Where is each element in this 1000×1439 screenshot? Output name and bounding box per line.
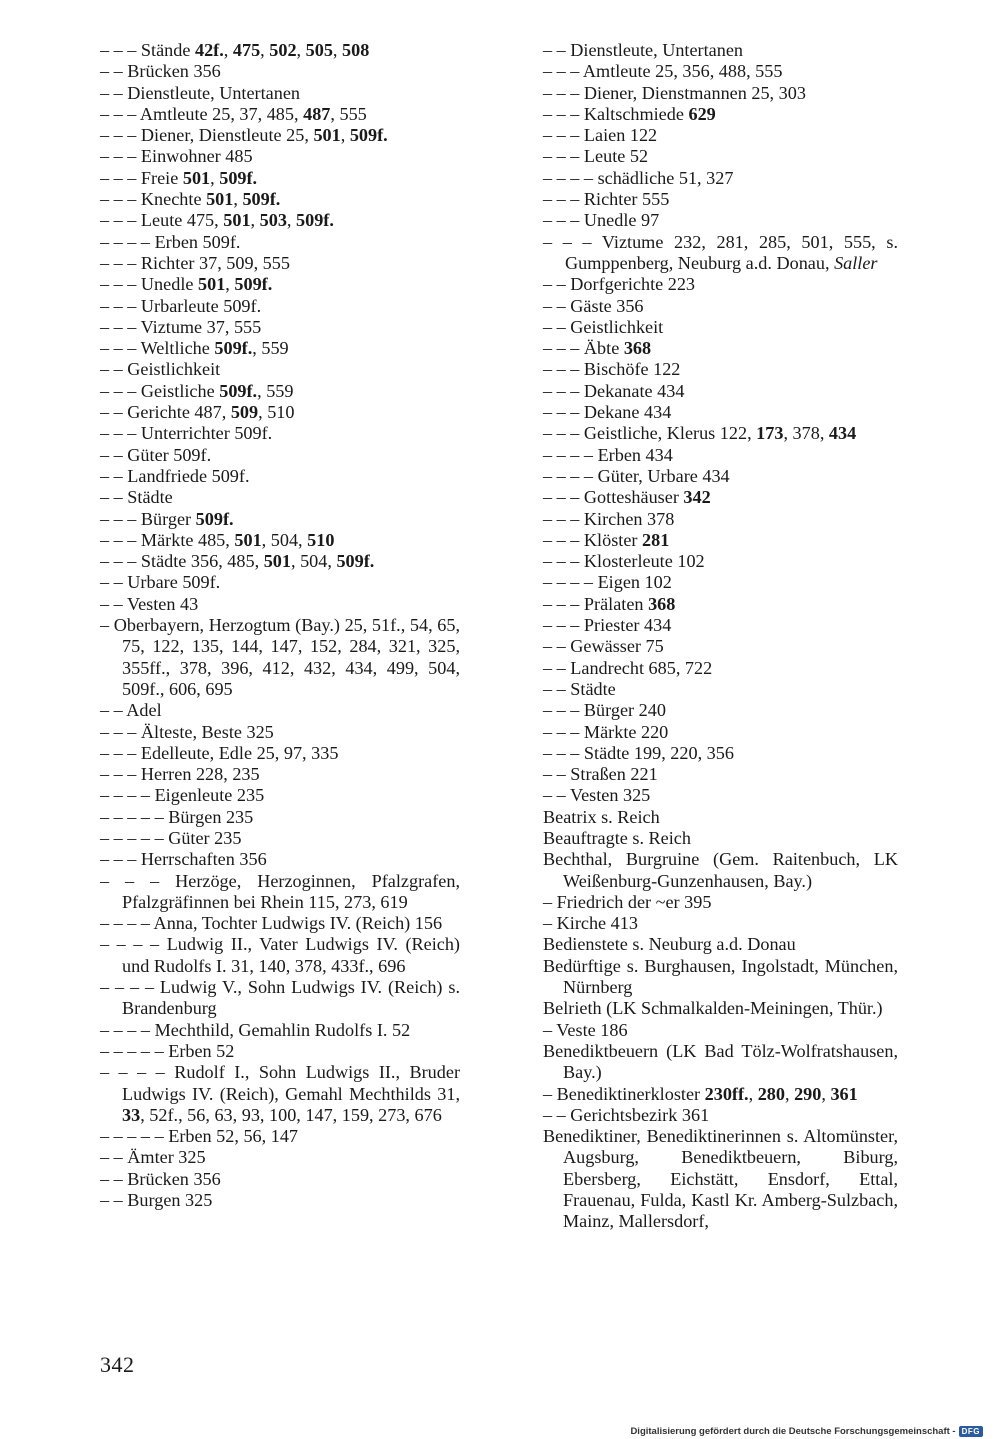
index-entry [543,274,898,295]
entry-bold-ref: 281 [642,529,670,550]
entry-bold-ref: 342 [683,487,711,508]
index-entry [100,743,460,764]
entry-text: – – Burgen 325 [100,1190,213,1211]
entry-italic-ref: Saller [834,252,878,273]
entry-bold-ref: 501 [263,551,291,572]
entry-text: , 504, [261,529,308,550]
entry-text: Bedürftige s. Burghausen, Ingolstadt, München, Nürnberg [543,955,898,998]
index-entry [543,594,898,615]
index-entry [100,40,460,61]
index-entry [100,785,460,806]
index-entry [100,253,460,274]
entry-text: – – – – – Erben 52 [100,1040,235,1061]
index-entry [543,509,898,530]
index-entry [100,594,460,615]
index-entry [100,807,460,828]
entry-bold-ref: 509f. [214,338,253,359]
index-entry [543,1105,898,1126]
entry-text: – – – – Ludwig II., Vater Ludwigs IV. (Reich) und Rudolfs I. 31, 140, 378, 433f., 696 [100,934,460,976]
entry-text: – – – – Erben 509f. [100,231,241,252]
index-entry [100,104,460,125]
index-entry [543,1020,898,1041]
entry-text: Belrieth (LK Schmalkalden-Meiningen, Thür.) [543,998,883,1019]
entry-text: – – – Geistliche, Klerus 122, [543,423,757,444]
index-entry [100,1126,460,1147]
entry-bold-ref: 629 [688,103,716,124]
entry-text: – – Brücken 356 [100,61,221,82]
entry-text: , 378, [783,423,829,444]
entry-text: – Veste 186 [543,1019,628,1040]
entry-text: – Kirche 413 [543,913,638,934]
entry-text: , [286,210,296,231]
entry-text: – – – Amtleute 25, 356, 488, 555 [543,61,783,82]
entry-bold-ref: 434 [828,423,857,444]
entry-text: – – – Dekane 434 [543,402,672,423]
index-entry [100,700,460,721]
entry-text: , [260,40,270,60]
entry-bold-ref: 509f. [336,551,375,572]
index-entry [100,828,460,849]
index-entry [100,1041,460,1062]
entry-text: – – – Kirchen 378 [543,508,675,529]
index-entry [543,232,898,275]
entry-text: , [340,125,350,146]
entry-text: – – Dienstleute, Untertanen [543,40,744,60]
entry-bold-ref: 509f. [219,380,258,401]
entry-text: – – Städte [543,678,616,699]
entry-text: – – – – Mechthild, Gemahlin Rudolfs I. 52 [100,1019,411,1040]
entry-text: – – – Unterrichter 509f. [100,423,273,444]
entry-bold-ref: 508 [342,40,370,60]
index-entry [543,679,898,700]
entry-text: – – – – – Bürgen 235 [100,806,254,827]
entry-text: – – – Geistliche [100,380,220,401]
entry-text: – – – Viztume 37, 555 [100,316,262,337]
entry-text: , [225,274,235,295]
entry-text: – – Städte [100,487,173,508]
entry-text: – – – – Erben 434 [543,444,673,465]
index-entry [543,807,898,828]
entry-text: – – Urbare 509f. [100,572,221,593]
entry-text: – – – Herren 228, 235 [100,764,260,785]
entry-text: – – – Bürger 240 [543,700,666,721]
entry-bold-ref: 290 [794,1083,822,1104]
index-entry [543,636,898,657]
entry-text: Beauftragte s. Reich [543,827,691,848]
entry-text: , [250,210,260,231]
entry-bold-ref: 42f. [194,40,224,60]
entry-bold-ref: 280 [757,1083,785,1104]
entry-text: – – Ämter 325 [100,1147,206,1168]
entry-text: – – – Gotteshäuser [543,487,684,508]
entry-text: – – Landfriede 509f. [100,465,250,486]
entry-text: – – – Dekanate 434 [543,380,685,401]
entry-text: , 559 [252,338,289,359]
index-entry [100,445,460,466]
index-entry [100,189,460,210]
index-entry [543,615,898,636]
index-entry [543,146,898,167]
footer-text: Digitalisierung gefördert durch die Deutsche Forschungsgemeinschaft - [630,1426,956,1437]
entry-text: Benediktbeuern (LK Bad Tölz-Wolfratshausen, Bay.) [543,1040,898,1083]
entry-text: – – – Klosterleute 102 [543,551,705,572]
entry-text: – – – Priester 434 [543,615,672,636]
index-column-right [543,40,898,1233]
entry-bold-ref: 509 [230,402,259,423]
entry-bold-ref: 230ff. [704,1083,749,1104]
entry-text: – – – Diener, Dienstleute 25, [100,125,314,146]
entry-text: – – Gäste 356 [543,295,644,316]
index-entry [543,956,898,999]
index-entry [100,83,460,104]
entry-bold-ref: 501 [206,189,234,210]
index-entry [100,487,460,508]
index-entry [100,317,460,338]
entry-text: Bedienstete s. Neuburg a.d. Donau [543,934,796,955]
entry-text: – – – Prälaten [543,593,649,614]
entry-bold-ref: 509f. [219,167,258,188]
entry-text: – – – Unedle 97 [543,210,660,231]
entry-bold-ref: 173 [756,423,784,444]
index-entry [100,168,460,189]
index-entry [100,849,460,870]
entry-text: – – – Leute 52 [543,146,649,167]
index-entry [100,466,460,487]
entry-text: – – Dienstleute, Untertanen [100,82,301,103]
entry-text: – – Adel [100,700,162,721]
entry-text: – – – Herrschaften 356 [100,849,267,870]
entry-bold-ref: 368 [623,338,652,359]
index-entry [543,1041,898,1084]
entry-text: – – – Urbarleute 509f. [100,295,262,316]
index-entry [543,892,898,913]
index-entry [543,849,898,892]
entry-text: – – Güter 509f. [100,444,212,465]
index-entry [100,125,460,146]
index-entry [100,359,460,380]
index-entry [100,509,460,530]
entry-text: – – Landrecht 685, 722 [543,657,713,678]
index-entry [100,381,460,402]
index-entry [543,487,898,508]
entry-text: , [784,1083,795,1104]
index-entry [543,700,898,721]
entry-text: – – – Städte 199, 220, 356 [543,742,734,763]
entry-text: – – – Freie [100,167,183,188]
entry-text: – – Gerichte 487, [100,402,231,423]
entry-text: , 555 [330,103,367,124]
entry-bold-ref: 503 [259,210,287,231]
entry-text: – – – Edelleute, Edle 25, 97, 335 [100,742,339,763]
entry-text: – – – Knechte [100,189,207,210]
entry-text: – – – Märkte 485, [100,529,235,550]
index-entry [543,40,898,61]
index-entry [100,1062,460,1126]
entry-text: Benediktiner, Benediktinerinnen s. Altomünster, Augsburg, Benediktbeuern, Biburg, Ebersberg, Eichstätt, Ensdorf, Ettal, Frauenau, Fulda, Kastl Kr. Amberg-Sulzbach, Mainz, Mallersdorf, [543,1126,898,1232]
entry-bold-ref: 509f. [349,125,388,146]
entry-text: – – – Märkte 220 [543,721,669,742]
index-entry [543,83,898,104]
index-entry [543,104,898,125]
index-entry [100,210,460,231]
entry-text: , 504, [290,551,337,572]
entry-text: – – – Älteste, Beste 325 [100,721,274,742]
entry-text: – – – Klöster [543,529,643,550]
entry-text: – – – Diener, Dienstmannen 25, 303 [543,82,806,103]
index-entry [543,359,898,380]
entry-text: – – – Unedle [100,274,198,295]
index-column-left [100,40,460,1211]
entry-text: – – – – Eigen 102 [543,572,672,593]
index-entry [543,189,898,210]
entry-text: – – Straßen 221 [543,764,658,785]
entry-text: – – – Weltliche [100,338,215,359]
entry-text: – – Gewässer 75 [543,636,664,657]
index-entry [100,1190,460,1211]
index-entry [100,402,460,423]
index-entry [543,61,898,82]
entry-text: – Oberbayern, Herzogtum (Bay.) 25, 51f., 54, 65, 75, 122, 135, 144, 147, 152, 284, 321, 325, 355ff., 378, 396, 412, 432, 434, 499, 504, 509f., 606, 695 [100,615,460,699]
index-entry [543,828,898,849]
entry-text: – – Brücken 356 [100,1168,221,1189]
index-entry [100,423,460,444]
entry-text: Beatrix s. Reich [543,806,660,827]
entry-text: – – – Äbte [543,338,624,359]
index-entry [543,551,898,572]
entry-text: – – – – – Güter 235 [100,827,242,848]
entry-text: – – – Laien 122 [543,125,658,146]
index-entry [100,296,460,317]
entry-text: – – – Kaltschmiede [543,103,689,124]
entry-bold-ref: 502 [269,40,297,60]
index-entry [543,445,898,466]
entry-text: – – – Städte 356, 485, [100,551,264,572]
entry-text: , [210,167,220,188]
index-entry [100,615,460,700]
index-entry [543,466,898,487]
index-entry [543,1126,898,1232]
entry-bold-ref: 501 [198,274,226,295]
entry-text: , [296,40,306,60]
entry-text: , 559 [257,380,294,401]
index-entry [543,530,898,551]
entry-text: – – Dorfgerichte 223 [543,274,696,295]
index-entry [543,168,898,189]
entry-text: , [821,1083,831,1104]
entry-text: – – – Einwohner 485 [100,146,253,167]
entry-bold-ref: 509f. [296,210,334,231]
index-entry [543,338,898,359]
entry-text: – – Geistlichkeit [100,359,221,380]
entry-text: – – – Bischöfe 122 [543,359,681,380]
entry-bold-ref: 501 [234,529,262,550]
index-entry [543,572,898,593]
index-entry [543,743,898,764]
index-entry [543,402,898,423]
entry-text: , 52f., 56, 63, 93, 100, 147, 159, 273, 676 [140,1104,442,1125]
index-entry [100,61,460,82]
entry-text: – – – Richter 37, 509, 555 [100,252,290,273]
entry-text: – – – Leute 475, [100,210,224,231]
entry-bold-ref: 509f. [195,508,234,529]
page-number: 342 [100,1352,135,1377]
index-entry [543,423,898,444]
entry-bold-ref: 368 [648,593,676,614]
entry-text: Bechthal, Burgruine (Gem. Raitenbuch, LK Weißenburg-Gunzenhausen, Bay.) [543,849,898,891]
index-entry [100,722,460,743]
entry-text: – – – – Güter, Urbare 434 [543,465,730,486]
entry-text: – – – – Rudolf I., Sohn Ludwigs II., Bruder Ludwigs IV. (Reich), Gemahl Mechthilds 31, [100,1062,460,1104]
entry-bold-ref: 509f. [242,189,281,210]
entry-text: – – – – Eigenleute 235 [100,785,265,806]
index-entry [543,785,898,806]
index-entry [543,658,898,679]
index-entry [543,722,898,743]
entry-bold-ref: 509f. [234,274,273,295]
index-entry [100,871,460,914]
entry-bold-ref: 475 [232,40,261,60]
entry-text: – – – – Anna, Tochter Ludwigs IV. (Reich) 156 [100,913,443,934]
entry-text: – – – Amtleute 25, 37, 485, [100,103,304,124]
entry-bold-ref: 487 [303,103,331,124]
entry-text: – Friedrich der ~er 395 [543,891,712,912]
entry-text: – Benediktinerkloster [543,1083,705,1104]
entry-text: , [223,40,233,60]
index-entry [543,381,898,402]
entry-text: – – – Stände [100,40,195,60]
entry-bold-ref: 33 [122,1104,141,1125]
index-entry [100,551,460,572]
index-entry [100,764,460,785]
entry-text: – – – – schädliche 51, 327 [543,167,734,188]
index-entry [100,232,460,253]
index-entry [100,530,460,551]
entry-text: , [748,1083,758,1104]
entry-text: , 510 [258,402,295,423]
entry-text: – – – Richter 555 [543,189,670,210]
index-entry [543,998,898,1019]
entry-text: – – – Viztume 232, 281, 285, 501, 555, s. Gumppenberg, Neuburg a.d. Donau, [543,231,898,273]
entry-text: – – Gerichtsbezirk 361 [543,1104,710,1125]
index-entry [543,296,898,317]
entry-text: – – Vesten 43 [100,593,199,614]
entry-text: , [332,40,342,60]
entry-bold-ref: 361 [830,1083,858,1104]
index-entry [100,338,460,359]
entry-text: – – – Bürger [100,508,196,529]
entry-text: – – Geistlichkeit [543,316,664,337]
index-entry [543,764,898,785]
index-entry [100,572,460,593]
index-entry [100,977,460,1020]
index-entry [543,1084,898,1105]
index-entry [543,934,898,955]
index-entry [543,210,898,231]
index-entry [543,317,898,338]
entry-bold-ref: 510 [307,529,335,550]
entry-bold-ref: 505 [305,40,333,60]
index-entry [543,913,898,934]
index-entry [100,146,460,167]
footer [630,1426,983,1437]
entry-text: – – Vesten 325 [543,785,651,806]
entry-bold-ref: 501 [313,125,341,146]
entry-text: – – – – – Erben 52, 56, 147 [100,1126,299,1147]
index-entry [100,934,460,977]
index-entry [100,913,460,934]
entry-text: – – – – Ludwig V., Sohn Ludwigs IV. (Reich) s. Brandenburg [100,977,460,1019]
index-entry [100,1147,460,1168]
index-entry [100,1169,460,1190]
entry-text: – – – Herzöge, Herzoginnen, Pfalzgrafen, Pfalzgräfinnen bei Rhein 115, 273, 619 [100,870,460,912]
entry-bold-ref: 501 [182,167,211,188]
index-entry [100,1020,460,1041]
entry-bold-ref: 501 [223,210,251,231]
dfg-logo-icon: DFG [959,1426,983,1437]
index-entry [100,274,460,295]
index-entry [543,125,898,146]
entry-text: , [233,189,243,210]
